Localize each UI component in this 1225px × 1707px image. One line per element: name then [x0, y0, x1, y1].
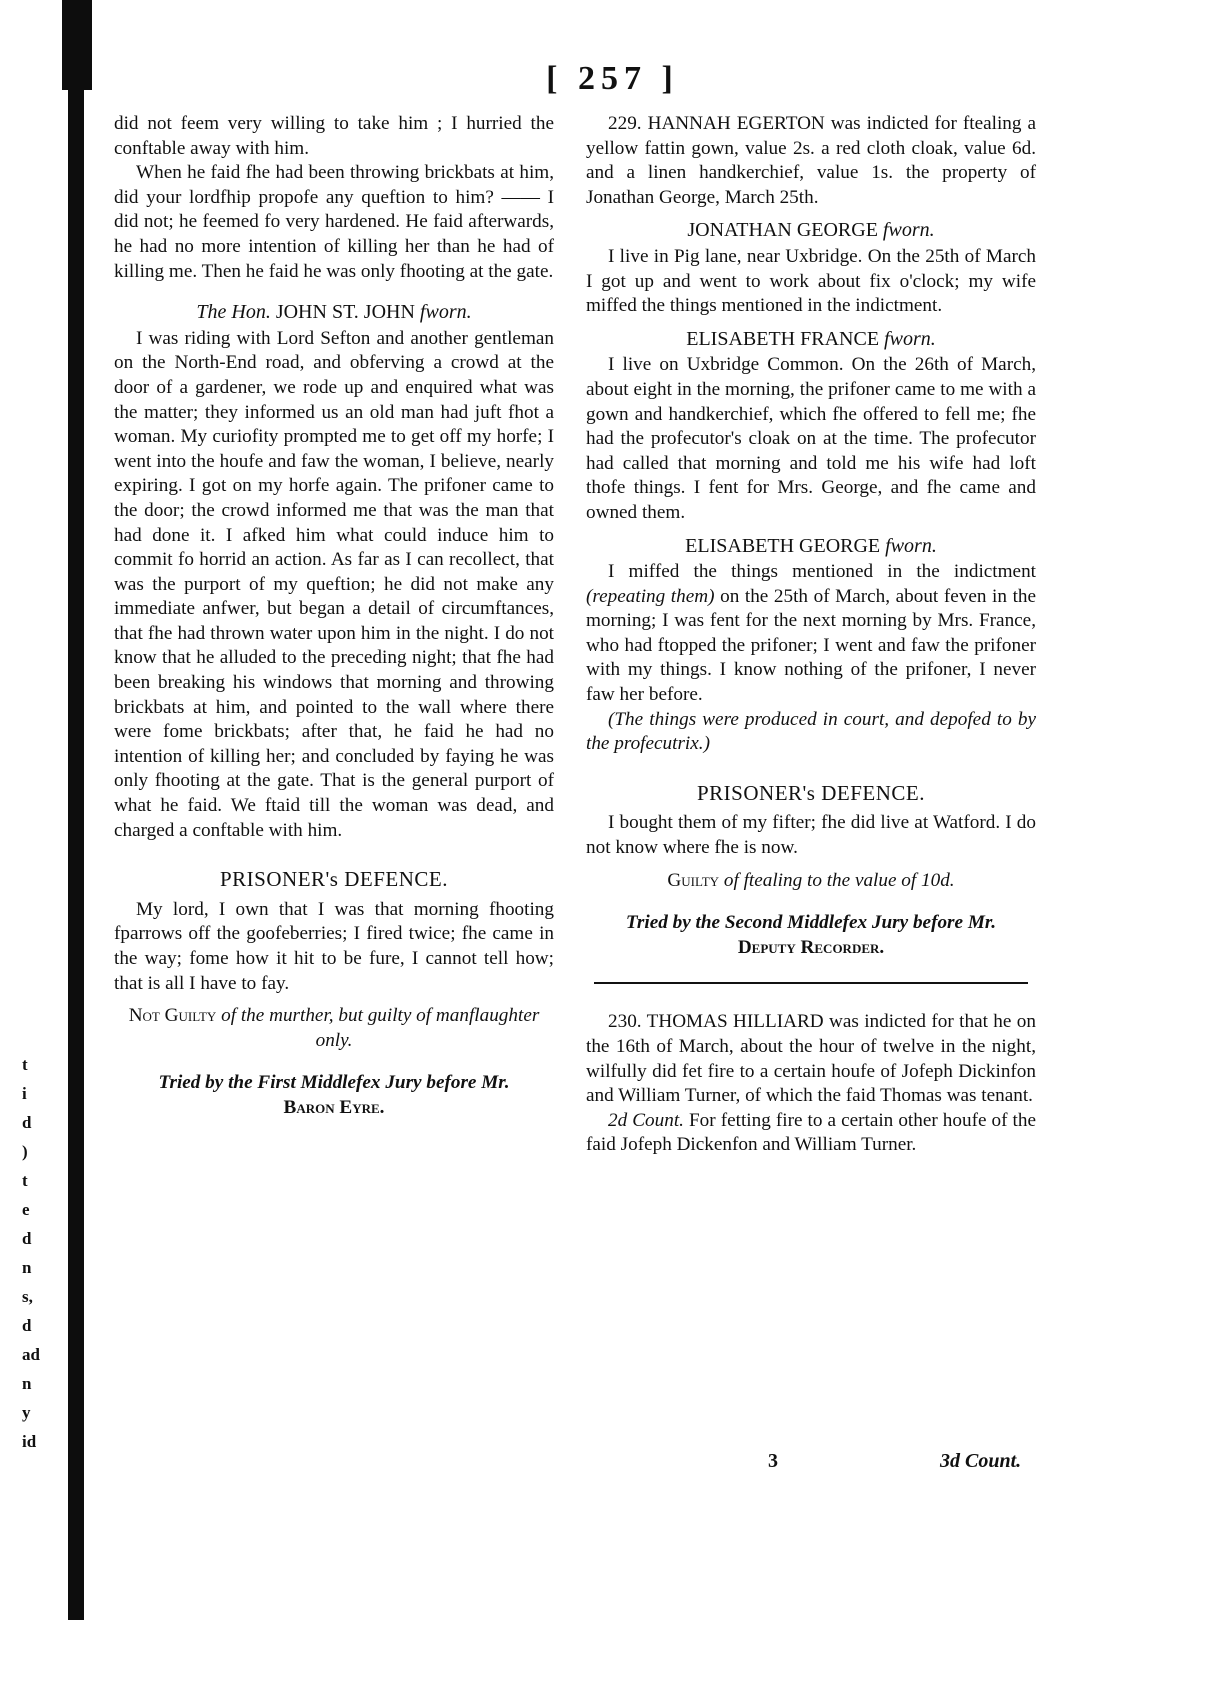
witness-testimony	[586, 560, 1036, 708]
verdict-detail: of the murther, but guilty of manflaughter only.	[221, 1005, 540, 1051]
margin-letter: t	[22, 1171, 28, 1190]
tried-by	[586, 911, 1036, 960]
margin-letter: e	[22, 1200, 30, 1219]
margin-letter: y	[22, 1403, 31, 1422]
tried-by	[114, 1071, 554, 1120]
witness-name: ELISABETH GEORGE	[685, 534, 881, 557]
verdict-label: Not Guilty	[128, 1005, 217, 1027]
defence-statement: My lord, I own that I was that morning fhooting fparrows off the goofeberries; I fired twice; fhe came in the way; fome how it hit to be fure, I cannot tell how; that is all I have to fay.	[114, 898, 554, 994]
margin-letter: d	[22, 1113, 32, 1132]
witness-prefix: The Hon.	[196, 301, 271, 324]
verdict	[586, 869, 1036, 894]
count-label: 2d Count.	[608, 1109, 684, 1131]
margin-letter: n	[22, 1374, 32, 1393]
adjacent-page-margin	[22, 1050, 42, 1456]
sworn-label: fworn.	[885, 534, 937, 557]
margin-letter: n	[22, 1258, 32, 1277]
margin-letter: d	[22, 1316, 32, 1335]
margin-letter: id	[22, 1432, 37, 1451]
sworn-label: fworn.	[882, 219, 935, 242]
testimony-aside: (repeating them)	[586, 585, 715, 607]
signature-mark: 3	[768, 1450, 778, 1472]
witness-testimony: I live on Uxbridge Common. On the 26th of March, about eight in the morning, the prifoner came to me with a gown and handkerchief, which fhe offered to fell me; fhe had the profecutor's cloak on at the time. The profecutor had called that morning and told me his wife had loft thofe things. I fent for Mrs. George, and fhe came and owned them.	[586, 354, 1036, 523]
paragraph-question: When he faid fhe had been throwing brickbats at him, did your lordfhip propofe any queftion to him? —— I did not; he feemed fo very hardened. He faid afterwards, he had no more intention of killing her than he had of killing me. Then he faid he was only fhooting at the gate.	[114, 162, 554, 282]
witness-testimony: I was riding with Lord Sefton and another gentleman on the North-End road, and obferving a crowd at the door of a gardener, we rode up and enquired what was the matter; they informed us an old man had juft fhot a woman. My curiofity prompted me to get off my horfe; I went into the houfe and faw the woman, I believe, nearly expiring. I got on my horfe again. The prifoner came to the door; the crowd informed me that was the man that had done it. I afked him what could induce him to commit fo horrid an action. As far as I can recollect, that was the purport of my queftion; he did not make any immediate anfwer, but began a detail of circumftances, that fhe had thrown water upon him in the night. I do not know that he alluded to the preceding night; that fhe had been breaking his windows that morning and throwing brickbats at him, and pointed to the wall where there were fome brickbats; after that, he faid he had no intention of killing her; and concluded by faying he was only fhooting at the gate. That is the general purport of what he faid. We ftaid till the woman was dead, and charged a conftable with him.	[114, 327, 554, 841]
margin-letter: s,	[22, 1287, 33, 1306]
count-text: For fetting fire to a certain other houfe of the faid Jofeph Dickenfon and William Turner.	[586, 1109, 1037, 1156]
defence-statement: I bought them of my fifter; fhe did live at Watford. I do not know where fhe is now.	[586, 812, 1036, 859]
margin-letter: t	[22, 1055, 28, 1074]
tried-by-jury: Tried by the First Middlefex Jury before Mr.	[158, 1072, 510, 1094]
paragraph-continuation: did not feem very willing to take him ; I hurried the conftable away with him.	[114, 113, 554, 159]
witness-heading	[586, 327, 1036, 352]
defence-heading: PRISONER's DEFENCE.	[220, 867, 448, 892]
margin-letter: )	[22, 1142, 28, 1161]
court-note: (The things were produced in court, and depofed to by the profecutrix.)	[586, 708, 1036, 755]
testimony-part: I miffed the things mentioned in the indictment	[608, 561, 1036, 583]
margin-letter: i	[22, 1084, 27, 1103]
left-column	[114, 112, 554, 1121]
witness-heading	[114, 300, 554, 325]
second-count	[586, 1109, 1036, 1158]
case-230-indictment: 230. THOMAS HILLIARD was indicted for that he on the 16th of March, about the hour of twelve in the night, wilfully did fet fire to a certain houfe of Jofeph Dickinfon and William Turner, of which the faid Thomas was tenant.	[586, 1011, 1036, 1107]
right-column	[586, 112, 1036, 1158]
sworn-label: fworn.	[419, 301, 472, 324]
witness-name: ELISABETH FRANCE	[686, 327, 880, 350]
margin-letter: ad	[22, 1345, 40, 1364]
witness-testimony: I live in Pig lane, near Uxbridge. On the 25th of March I got up and went to work about fix o'clock; my wife miffed the things mentioned in the indictment.	[586, 245, 1036, 317]
defence-heading: PRISONER's DEFENCE.	[697, 780, 925, 805]
margin-letter: d	[22, 1229, 32, 1248]
section-divider	[594, 982, 1028, 984]
catchword: 3d Count.	[940, 1450, 1022, 1472]
witness-name: JOHN ST. JOHN	[275, 301, 415, 324]
binding-shadow	[68, 0, 84, 1620]
witness-heading	[586, 218, 1036, 243]
sworn-label: fworn.	[884, 327, 936, 350]
witness-name: JONATHAN GEORGE	[687, 219, 878, 242]
tried-by-judge: Deputy Recorder.	[737, 936, 885, 958]
tried-by-judge: Baron Eyre.	[283, 1096, 385, 1118]
verdict-detail: of ftealing to the value of 10d.	[723, 869, 955, 891]
testimony-part: on the 25th of March, about feven in the morning; I was fent for the next morning by Mrs. France, who had ftopped the prifoner; I went and faw the prifoner with my things. I know nothing of the prifoner, I never faw her before.	[586, 585, 1037, 706]
witness-heading	[586, 534, 1036, 559]
case-229-indictment: 229. HANNAH EGERTON was indicted for ftealing a yellow fattin gown, value 2s. a red cloth cloak, value 6d. and a linen handkerchief, value 1s. the property of Jonathan George, March 25th.	[586, 113, 1036, 208]
verdict	[114, 1004, 554, 1053]
tried-by-jury: Tried by the Second Middlefex Jury before Mr.	[625, 912, 997, 934]
page-number: [ 257 ]	[546, 60, 679, 97]
verdict-label: Guilty	[667, 869, 720, 891]
